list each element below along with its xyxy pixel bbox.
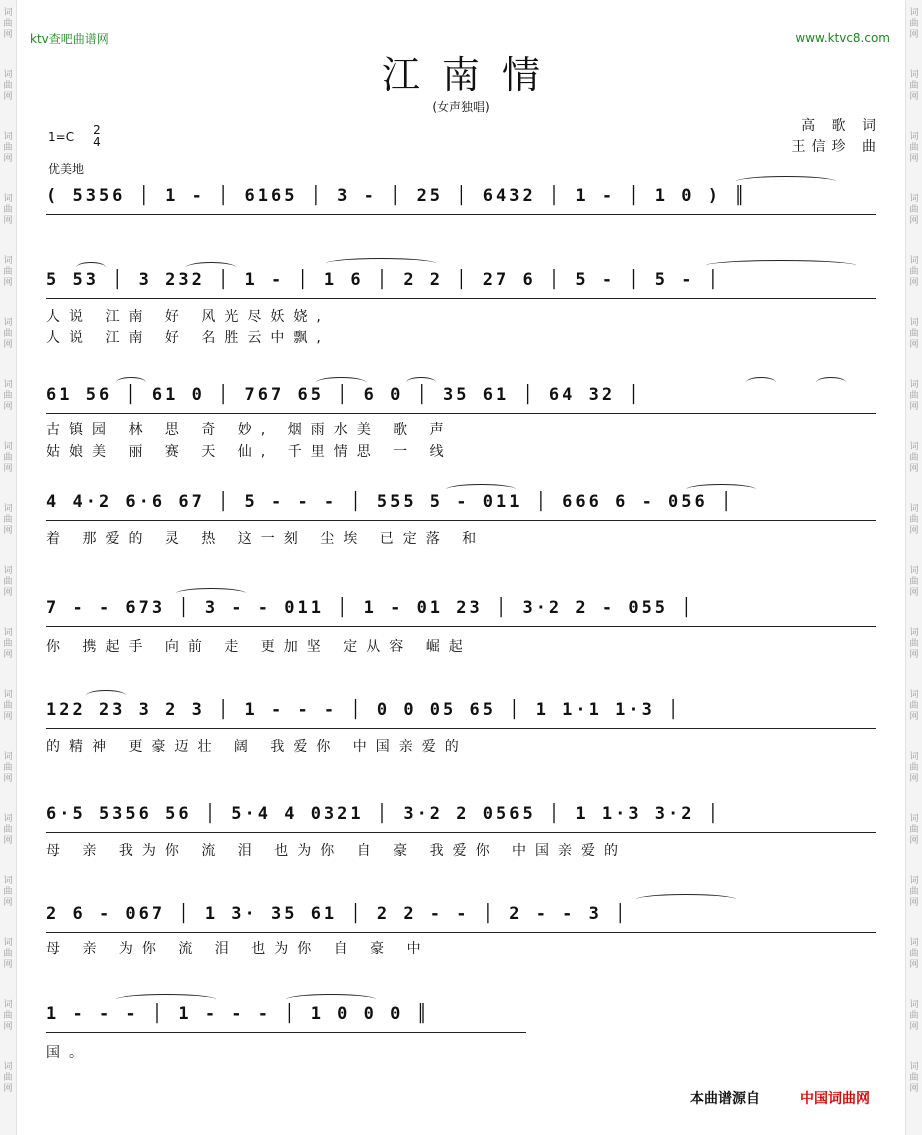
lyricist-credit: 高 歌 词: [801, 118, 882, 134]
notes-line: 1 - - - │ 1 - - - │ 1 0 0 0 ║: [46, 1004, 526, 1033]
lyrics-verse-1: 的精神 更豪迈壮 阔 我爱你 中国亲爱的: [46, 739, 468, 755]
watermark-text: 词 曲 网: [909, 752, 919, 784]
song-subtitle: (女声独唱): [432, 100, 490, 114]
watermark-text: 词 曲 网: [909, 876, 919, 908]
watermark-text: 词 曲 网: [3, 1000, 13, 1032]
slur: [326, 258, 436, 269]
notes-line: 122 23 3 2 3 │ 1 - - - │ 0 0 05 65 │ 1 1·1 1·3 │: [46, 700, 876, 729]
time-denominator: 4: [93, 135, 101, 149]
notes-line: 6·5 5356 56 │ 5·4 4 0321 │ 3·2 2 0565 │ 1 1·3 3·2 │: [46, 804, 876, 833]
watermark-text: 词 曲 网: [909, 690, 919, 722]
site-link-left[interactable]: ktv查吧曲谱网: [30, 32, 109, 46]
tempo-marking: 优美地: [48, 162, 85, 176]
watermark-text: 词 曲 网: [909, 1000, 919, 1032]
watermark-text: 词 曲 网: [3, 566, 13, 598]
slur: [816, 377, 846, 388]
watermark-text: 词 曲 网: [909, 318, 919, 350]
lyrics-verse-1: 国。: [46, 1045, 92, 1061]
watermark-text: 词 曲 网: [909, 194, 919, 226]
watermark-text: 词 曲 网: [3, 752, 13, 784]
watermark-text: 词 曲 网: [3, 690, 13, 722]
watermark-text: 词 曲 网: [3, 70, 13, 102]
key-signature: 1=C: [48, 130, 75, 144]
lyrics-verse-1: 母 亲 为你 流 泪 也为你 自 豪 中: [46, 941, 430, 957]
watermark-text: 词 曲 网: [909, 380, 919, 412]
watermark-text: 词 曲 网: [3, 194, 13, 226]
notes-line: 4 4·2 6·6 67 │ 5 - - - │ 555 5 - 011 │ 666 6 - 056 │: [46, 492, 876, 521]
source-site-link[interactable]: 中国词曲网: [800, 1091, 870, 1107]
watermark-text: 词 曲 网: [909, 70, 919, 102]
lyrics-verse-2: 姑娘美 丽 赛 天 仙, 千里情思 一 线: [46, 444, 453, 460]
watermark-text: 词 曲 网: [909, 628, 919, 660]
watermark-text: 词 曲 网: [3, 442, 13, 474]
watermark-text: 词 曲 网: [909, 938, 919, 970]
watermark-text: 词 曲 网: [3, 504, 13, 536]
slur: [76, 262, 106, 273]
lyrics-verse-1: 你 携起手 向前 走 更加坚 定从容 崛起: [46, 639, 472, 655]
watermark-text: 词 曲 网: [3, 938, 13, 970]
lyrics-verse-2: 人说 江南 好 名胜云中飘,: [46, 330, 330, 346]
watermark-text: 词 曲 网: [3, 318, 13, 350]
watermark-text: 词 曲 网: [3, 814, 13, 846]
watermark-text: 词 曲 网: [909, 442, 919, 474]
watermark-text: 词 曲 网: [909, 256, 919, 288]
lyrics-verse-1: 人说 江南 好 风光尽妖娆,: [46, 309, 330, 325]
slur: [406, 377, 436, 388]
site-link-right[interactable]: www.ktvc8.com: [795, 31, 890, 45]
composer-credit: 王信珍 曲: [791, 139, 882, 155]
watermark-text: 词 曲 网: [909, 814, 919, 846]
right-watermark-strip: [905, 0, 922, 1135]
slur: [116, 377, 146, 388]
slur: [186, 262, 236, 273]
watermark-text: 词 曲 网: [3, 8, 13, 40]
notes-line: 61 56 │ 61 0 │ 767 65 │ 6 0 │ 35 61 │ 64 32 │: [46, 385, 876, 414]
song-title: 江南情: [381, 53, 562, 97]
watermark-text: 词 曲 网: [3, 380, 13, 412]
watermark-text: 词 曲 网: [909, 504, 919, 536]
notes-line: 2 6 - 067 │ 1 3· 35 61 │ 2 2 - - │ 2 - - 3 │: [46, 904, 876, 933]
source-label: 本曲谱源自: [690, 1091, 760, 1107]
slur: [446, 484, 516, 495]
notes-line: ( 5356 │ 1 - │ 6165 │ 3 - │ 25 │ 6432 │ 1 - │ 1 0 ) ║: [46, 186, 876, 215]
lyrics-verse-1: 着 那爱的 灵 热 这一刻 尘埃 已定落 和: [46, 531, 486, 547]
watermark-text: 词 曲 网: [3, 1062, 13, 1094]
time-numerator: 2: [93, 123, 101, 137]
slur: [706, 260, 856, 271]
time-signature: [92, 124, 102, 148]
watermark-text: 词 曲 网: [3, 256, 13, 288]
watermark-text: 词 曲 网: [909, 1062, 919, 1094]
watermark-text: 词 曲 网: [3, 132, 13, 164]
watermark-text: 词 曲 网: [909, 8, 919, 40]
watermark-text: 词 曲 网: [909, 132, 919, 164]
lyrics-verse-1: 母 亲 我为你 流 泪 也为你 自 豪 我爱你 中国亲爱的: [46, 843, 628, 859]
notes-line: 5 53 │ 3 232 │ 1 - │ 1 6 │ 2 2 │ 27 6 │ 5 - │ 5 - │: [46, 270, 876, 299]
watermark-text: 词 曲 网: [909, 566, 919, 598]
notes-line: 7 - - 673 │ 3 - - 011 │ 1 - 01 23 │ 3·2 2 - 055 │: [46, 598, 876, 627]
slur: [686, 484, 756, 495]
left-watermark-strip: [0, 0, 17, 1135]
slur: [316, 377, 366, 388]
slur: [736, 176, 836, 187]
watermark-text: 词 曲 网: [3, 876, 13, 908]
slur: [746, 377, 776, 388]
watermark-text: 词 曲 网: [3, 628, 13, 660]
lyrics-verse-1: 古镇园 林 思 奇 妙, 烟雨水美 歌 声: [46, 422, 453, 438]
